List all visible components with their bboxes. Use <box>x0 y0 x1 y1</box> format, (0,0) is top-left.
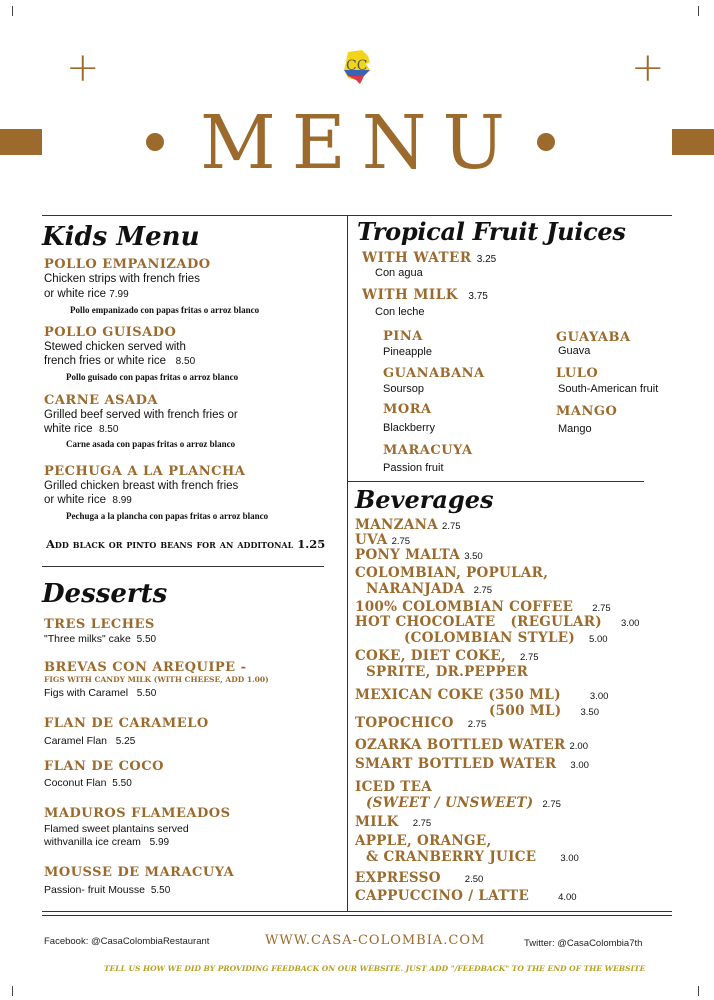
kids-item-spanish: Pechuga a la plancha con papas fritas o arroz blanco <box>66 511 269 521</box>
website-link[interactable]: WWW.CASA-COLOMBIA.COM <box>265 933 486 948</box>
beverage-item: HOT CHOCOLATE (REGULAR) 3.00 <box>355 614 640 630</box>
price: 3.50 <box>580 707 599 718</box>
juice-flavor-name: GUANABANA <box>383 366 485 381</box>
dessert-item-desc: Coconut Flan 5.50 <box>44 777 132 789</box>
crop-mark <box>12 986 13 996</box>
dessert-item-desc: Flamed sweet plantains served <box>44 823 189 835</box>
beverage-item: TOPOCHICO 2.75 <box>355 715 487 731</box>
price: 4.00 <box>558 892 577 903</box>
header-dot-left <box>146 133 164 151</box>
beverages-title: Beverages <box>355 485 494 514</box>
beverage-item: EXPRESSO 2.50 <box>355 870 484 886</box>
price: 5.50 <box>112 778 132 789</box>
kids-item-desc: Grilled chicken breast with french fries <box>44 480 239 492</box>
beverage-item: MEXICAN COKE (350 ML) 3.00 <box>355 687 609 703</box>
beverage-item: ICED TEA <box>355 779 432 795</box>
price: 3.00 <box>620 618 640 629</box>
twitter-link[interactable]: Twitter: @CasaColombia7th <box>524 938 643 949</box>
dessert-item-desc: Caramel Flan 5.25 <box>44 735 136 747</box>
price: 5.99 <box>149 837 170 848</box>
juice-option-desc: Con agua <box>375 267 423 279</box>
juice-flavor-desc: Soursop <box>383 383 424 395</box>
price: 2.75 <box>520 652 539 663</box>
juice-option-name: WITH WATER 3.25 <box>362 250 497 266</box>
facebook-link[interactable]: Facebook: @CasaColombiaRestaurant <box>44 936 210 947</box>
price: 3.00 <box>570 760 589 771</box>
price: 2.75 <box>473 585 493 596</box>
dessert-item-name: MOUSSE DE MARACUYA <box>44 865 235 880</box>
kids-item-spanish: Carne asada con papas fritas o arroz blanco <box>66 439 236 449</box>
beverage-item: 100% COLOMBIAN COFFEE 2.75 <box>355 599 611 615</box>
kids-item-desc: french fries or white rice 8.50 <box>44 355 196 367</box>
beverage-item: SMART BOTTLED WATER 3.00 <box>355 756 589 772</box>
price: 5.50 <box>136 688 157 699</box>
price: 2.75 <box>391 536 411 547</box>
price: 2.75 <box>442 521 461 532</box>
price: 3.75 <box>468 291 488 302</box>
price: 3.50 <box>464 551 483 562</box>
kids-item-desc: white rice 8.50 <box>44 423 119 435</box>
column-divider <box>347 215 348 911</box>
beverage-item: SPRITE, DR.PEPPER <box>366 664 529 680</box>
kids-menu-title: Kids Menu <box>42 222 200 252</box>
dessert-item-note: FIGS WITH CANDY MILK (WITH CHEESE, ADD 1.00) <box>44 675 269 684</box>
dessert-item-desc: withvanilla ice cream 5.99 <box>44 836 170 848</box>
beverage-item: MANZANA 2.75 <box>355 517 461 533</box>
crop-mark <box>698 6 699 16</box>
juice-option-desc: Con leche <box>375 306 425 318</box>
price: 2.75 <box>592 603 611 614</box>
kids-item-desc: Stewed chicken served with <box>44 341 186 353</box>
juices-title: Tropical Fruit Juices <box>357 217 626 246</box>
logo-text: CC <box>346 58 368 74</box>
juice-flavor-name: MORA <box>383 402 432 417</box>
kids-item-spanish: Pollo guisado con papas fritas o arroz blanco <box>66 372 239 382</box>
price: 3.00 <box>589 691 609 702</box>
page-title: MENU <box>200 100 521 186</box>
dessert-item-desc: Figs with Caramel 5.50 <box>44 687 157 699</box>
beverage-item: (500 ML) 3.50 <box>489 703 599 719</box>
price: 5.50 <box>136 634 157 645</box>
logo <box>340 48 374 88</box>
price: 2.75 <box>412 818 432 829</box>
beverage-item: COKE, DIET COKE, 2.75 <box>355 648 539 664</box>
juice-flavor-desc: Mango <box>558 423 592 435</box>
price: 5.50 <box>150 885 171 896</box>
dessert-item-name: FLAN DE COCO <box>44 759 164 774</box>
price: 3.00 <box>560 853 579 864</box>
dessert-item-name: MADUROS FLAMEADOS <box>44 806 231 821</box>
kids-item-desc: Chicken strips with french fries <box>44 273 200 285</box>
juice-flavor-name: GUAYABA <box>556 330 631 345</box>
dessert-item-desc: Passion- fruit Mousse 5.50 <box>44 884 171 896</box>
top-rule <box>42 215 672 216</box>
bottom-rule-2 <box>42 915 672 916</box>
header-dot-right <box>537 133 555 151</box>
kids-item-spanish: Pollo empanizado con papas fritas o arroz blanco <box>70 305 260 315</box>
beverage-item: (COLOMBIAN STYLE) 5.00 <box>404 630 608 646</box>
plus-icon-right: + <box>631 45 665 91</box>
beverage-item: COLOMBIAN, POPULAR, <box>355 565 549 581</box>
crop-mark <box>698 986 699 996</box>
beverage-item: & CRANBERRY JUICE 3.00 <box>366 849 579 865</box>
kids-item-name: POLLO EMPANIZADO <box>44 257 211 272</box>
header-bar-left <box>0 129 42 155</box>
price: 2.00 <box>569 741 588 752</box>
kids-item-desc: or white rice 8.99 <box>44 494 132 506</box>
kids-item-desc: or white rice 7.99 <box>44 288 129 300</box>
beverage-item: NARANJADA 2.75 <box>366 581 493 597</box>
feedback-note: TELL US HOW WE DID BY PROVIDING FEEDBACK ON OUR WEBSITE. JUST ADD "/FEEDBACK" TO THE END OF THE WEBSITE <box>104 964 646 973</box>
dessert-item-desc: "Three milks" cake 5.50 <box>44 633 157 645</box>
beverage-item: PONY MALTA 3.50 <box>355 547 483 563</box>
beverage-item: (SWEET / UNSWEET) 2.75 <box>366 795 561 811</box>
price: 2.50 <box>464 874 484 885</box>
juice-option-name: WITH MILK 3.75 <box>362 287 488 303</box>
price: 2.75 <box>542 799 561 810</box>
juice-flavor-desc: Pineapple <box>383 346 432 358</box>
beverage-item: CAPPUCCINO / LATTE 4.00 <box>355 888 577 904</box>
dessert-item-name: BREVAS CON AREQUIPE - <box>44 660 247 675</box>
juice-flavor-desc: Blackberry <box>383 422 435 434</box>
kids-desserts-divider <box>42 566 324 567</box>
beans-note: Add black or pinto beans for an additonal 1.25 <box>46 537 326 551</box>
price: 7.99 <box>109 289 129 300</box>
beverage-item: MILK 2.75 <box>355 814 432 830</box>
beverage-item: APPLE, ORANGE, <box>355 833 492 849</box>
kids-item-desc: Grilled beef served with french fries or <box>44 409 238 421</box>
juice-flavor-name: MANGO <box>556 404 618 419</box>
kids-item-name: POLLO GUISADO <box>44 325 177 340</box>
price: 8.50 <box>175 356 196 367</box>
price: 8.50 <box>98 424 119 435</box>
kids-item-name: CARNE ASADA <box>44 393 158 408</box>
price: 8.99 <box>112 495 132 506</box>
beverage-item: UVA 2.75 <box>355 532 411 548</box>
dessert-item-name: TRES LECHES <box>44 617 155 632</box>
plus-icon-left: + <box>66 45 100 91</box>
juice-flavor-name: LULO <box>556 366 599 381</box>
kids-item-name: PECHUGA A LA PLANCHA <box>44 464 246 479</box>
price: 5.25 <box>115 736 136 747</box>
crop-mark <box>12 6 13 16</box>
desserts-title: Desserts <box>42 579 168 609</box>
beverage-item: OZARKA BOTTLED WATER 2.00 <box>355 737 588 753</box>
juice-flavor-desc: Guava <box>558 345 591 357</box>
price: 3.25 <box>476 254 497 265</box>
bottom-rule <box>42 911 672 912</box>
juice-flavor-desc: South-American fruit <box>558 383 659 395</box>
juice-flavor-name: MARACUYA <box>383 443 473 458</box>
header-bar-right <box>672 129 714 155</box>
juice-flavor-desc: Passion fruit <box>383 462 444 474</box>
price: 2.75 <box>467 719 487 730</box>
juices-beverages-divider <box>347 481 644 482</box>
juice-flavor-name: PINA <box>383 329 423 344</box>
dessert-item-name: FLAN DE CARAMELO <box>44 716 209 731</box>
price: 5.00 <box>589 634 608 645</box>
